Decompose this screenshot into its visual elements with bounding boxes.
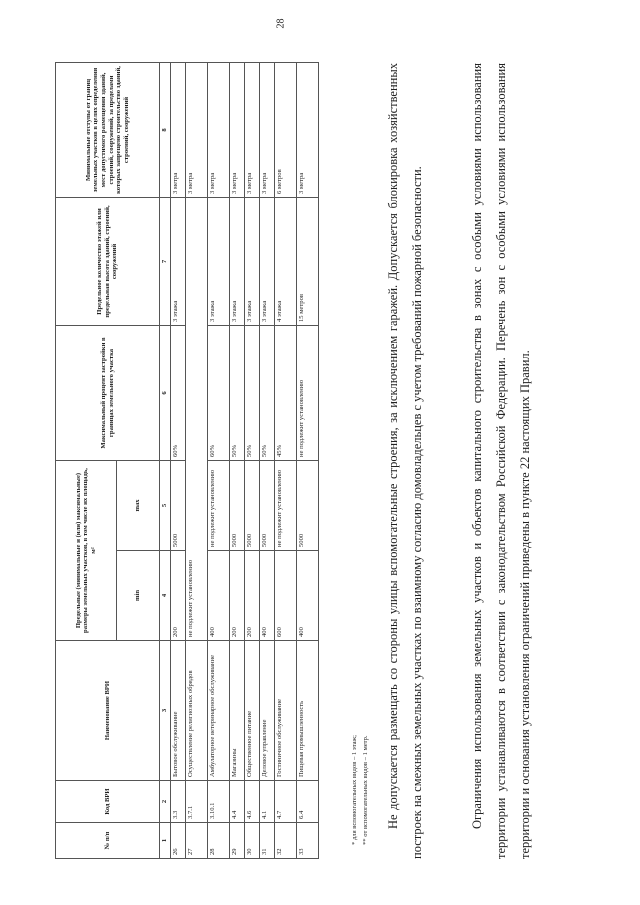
col-number: 6	[160, 326, 171, 461]
header-setbacks: Минимальные отступы от границ земельных участков в целях определения мест допустимого размещения зданий, строений, сооружений, за пределами которых запрещено строительство зданий, строений, сооружений	[56, 63, 160, 198]
table-row	[245, 63, 260, 859]
cell-coverage: 60%	[208, 326, 230, 461]
cell-max: 5000	[230, 461, 245, 551]
cell-setback: 3 метра	[171, 63, 186, 198]
rotated-content	[25, 7, 615, 897]
cell-min: 200	[245, 551, 260, 641]
table-row	[186, 63, 208, 859]
paragraph-restrictions: Ограничения использования земельных участков и объектов капитального строительства в зонах с особыми условиями использования территории устанавливаются в соответствии с законодательством Российской Федерации. Перечень зон с особыми условиями использования территории и основания установления ограничений приведены в пункте 22 настоящих Правил.	[470, 63, 532, 859]
cell-name: Общественное питание	[245, 641, 260, 781]
cell-setback: 3 метра	[186, 63, 208, 198]
header-name: Наименование ВРИ	[56, 641, 160, 781]
zoning-parameters-table	[55, 62, 319, 859]
cell-code: 3.10.1	[208, 781, 230, 823]
cell-code: 4.7	[275, 781, 297, 823]
cell-coverage: 50%	[230, 326, 245, 461]
cell-code: 6.4	[297, 781, 319, 823]
cell-setback: 3 метра	[297, 63, 319, 198]
column-number-row	[160, 63, 171, 859]
cell-max: не подлежит установлению	[208, 461, 230, 551]
page-number: 28	[275, 18, 287, 29]
cell-min: 400	[208, 551, 230, 641]
col-number: 7	[160, 198, 171, 326]
footnote: * для вспомогательных видов – 1 этаж;	[351, 735, 358, 845]
col-number: 2	[160, 781, 171, 823]
cell-max: 5000	[297, 461, 319, 551]
cell-code: 4.4	[230, 781, 245, 823]
table-row	[171, 63, 186, 859]
cell-floors: 15 метров	[297, 198, 319, 326]
cell-max: не подлежит установлению	[275, 461, 297, 551]
header-num: № п/п	[56, 823, 160, 859]
cell-name: Амбулаторное ветеринарное обслуживание	[208, 641, 230, 781]
col-number: 1	[160, 823, 171, 859]
cell-name: Гостиничное обслуживание	[275, 641, 297, 781]
cell-num: 32	[275, 823, 297, 859]
cell-min: 600	[275, 551, 297, 641]
cell-coverage: 50%	[260, 326, 275, 461]
cell-min: 200	[230, 551, 245, 641]
cell-coverage: 60%	[171, 326, 186, 461]
cell-setback: 6 метров	[275, 63, 297, 198]
cell-coverage: 45%	[275, 326, 297, 461]
header-floors: Предельное количество этажей или предельная высота зданий, строений, сооружений	[56, 198, 160, 326]
cell-name: Пищевая промышленность	[297, 641, 319, 781]
cell-setback: 3 метра	[208, 63, 230, 198]
cell-name: Осуществление религиозных обрядов	[186, 641, 208, 781]
col-number: 4	[160, 551, 171, 641]
footnotes	[350, 735, 371, 845]
cell-max: 5000	[171, 461, 186, 551]
cell-coverage: не подлежит установлению	[297, 326, 319, 461]
cell-code: 3.7.1	[186, 781, 208, 823]
cell-setback: 3 метра	[245, 63, 260, 198]
cell-num: 33	[297, 823, 319, 859]
table-row	[275, 63, 297, 859]
col-number: 5	[160, 461, 171, 551]
cell-merged-not-established: не подлежит установлению	[186, 198, 208, 641]
cell-num: 26	[171, 823, 186, 859]
cell-max: 5000	[260, 461, 275, 551]
cell-code: 4.1	[260, 781, 275, 823]
header-code: Код ВРИ	[56, 781, 160, 823]
cell-min: 400	[297, 551, 319, 641]
table-row	[208, 63, 230, 859]
table-row	[297, 63, 319, 859]
cell-num: 30	[245, 823, 260, 859]
header-area-group: Предельные (минимальные и (или) максимальные) размеры земельных участков, в том числе их площадь, м²	[56, 461, 117, 641]
header-min: min	[117, 551, 160, 641]
col-number: 3	[160, 641, 171, 781]
cell-name: Магазины	[230, 641, 245, 781]
cell-code: 3.3	[171, 781, 186, 823]
cell-min: 200	[171, 551, 186, 641]
cell-floors: 3 этажа	[171, 198, 186, 326]
cell-num: 28	[208, 823, 230, 859]
header-coverage: Максимальный процент застройки в границах земельного участка	[56, 326, 160, 461]
cell-floors: 3 этажа	[230, 198, 245, 326]
cell-min: 400	[260, 551, 275, 641]
cell-floors: 3 этажа	[245, 198, 260, 326]
cell-code: 4.6	[245, 781, 260, 823]
cell-setback: 3 метра	[230, 63, 245, 198]
col-number: 8	[160, 63, 171, 198]
paragraph-outbuildings: Не допускается размещать со стороны улицы вспомогательные строения, за исключением гаражей. Допускается блокировка хозяйственных построек на смежных земельных участках по взаимному согласию домовладельцев с учетом требований пожарной безопасности.	[386, 63, 424, 859]
table-row	[260, 63, 275, 859]
cell-floors: 4 этажа	[275, 198, 297, 326]
cell-coverage: 50%	[245, 326, 260, 461]
cell-floors: 3 этажа	[208, 198, 230, 326]
cell-num: 29	[230, 823, 245, 859]
cell-name: Бытовое обслуживание	[171, 641, 186, 781]
cell-setback: 3 метра	[260, 63, 275, 198]
header-max: max	[117, 461, 160, 551]
cell-num: 31	[260, 823, 275, 859]
cell-name: Деловое управление	[260, 641, 275, 781]
cell-num: 27	[186, 823, 208, 859]
cell-max: 5000	[245, 461, 260, 551]
cell-floors: 3 этажа	[260, 198, 275, 326]
table-row	[230, 63, 245, 859]
footnote: ** от вспомогательных видов – 1 метр.	[361, 735, 369, 845]
